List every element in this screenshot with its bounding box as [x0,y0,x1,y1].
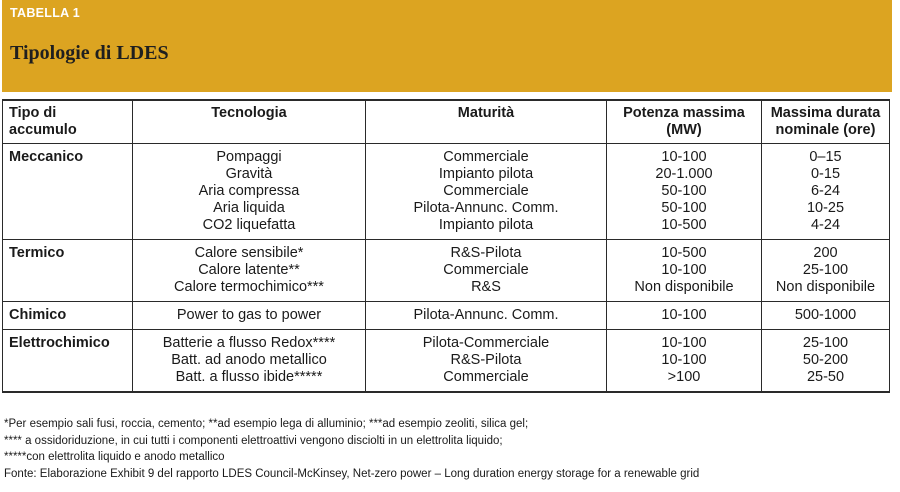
technology-cell: Pompaggi Gravità Aria compressa Aria liquida CO2 liquefatta [133,144,366,240]
footnote: **** a ossidoriduzione, in cui tutti i componenti elettroattivi vengono disciolti in un elettrolita liquido; [4,434,503,447]
header-technology: Tecnologia [133,100,366,144]
storage-type-cell: Elettrochimico [3,330,133,393]
power-cell: 10-100 20-1.000 50-100 50-100 10-500 [607,144,762,240]
footnotes [4,416,699,482]
table-row [3,302,890,330]
technology-cell: Power to gas to power [133,302,366,330]
power-cell: 10-100 [607,302,762,330]
header-storage-type: Tipo di accumulo [3,100,133,144]
footnote: *Per esempio sali fusi, roccia, cemento; **ad esempio lega di alluminio; ***ad esempio zeoliti, silica gel; [4,418,529,430]
table-row [3,240,890,302]
header-max-power: Potenza massima (MW) [607,100,762,144]
maturity-cell: Pilota-Commerciale R&S-Pilota Commerciale [366,330,607,393]
storage-type-cell: Chimico [3,302,133,330]
power-cell: 10-100 10-100 >100 [607,330,762,393]
duration-cell: 25-100 50-200 25-50 [762,330,890,393]
technology-cell: Calore sensibile* Calore latente** Calore termochimico*** [133,240,366,302]
table-row [3,144,890,240]
maturity-cell: R&S-Pilota Commerciale R&S [366,240,607,302]
header-max-duration: Massima durata nominale (ore) [762,100,890,144]
storage-type-cell: Meccanico [3,144,133,240]
duration-cell: 500-1000 [762,302,890,330]
ldes-table [2,99,890,393]
technology-cell: Batterie a flusso Redox**** Batt. ad anodo metallico Batt. a flusso ibide***** [133,330,366,393]
maturity-cell: Pilota-Annunc. Comm. [366,302,607,330]
maturity-cell: Commerciale Impianto pilota Commerciale Pilota-Annunc. Comm. Impianto pilota [366,144,607,240]
table-header-row [3,100,890,144]
table-banner [2,0,892,92]
duration-cell: 0–15 0-15 6-24 10-25 4-24 [762,144,890,240]
header-maturity: Maturità [366,100,607,144]
table-number-label: TABELLA 1 [10,6,81,20]
power-cell: 10-500 10-100 Non disponibile [607,240,762,302]
duration-cell: 200 25-100 Non disponibile [762,240,890,302]
footnote: *****con elettrolita liquido e anodo metallico [4,451,225,463]
source-note: Fonte: Elaborazione Exhibit 9 del rapporto LDES Council-McKinsey, Net-zero power – Long duration energy storage for a renewable grid [4,467,700,480]
table-title: Tipologie di LDES [10,42,169,64]
storage-type-cell: Termico [3,240,133,302]
table-row [3,330,890,393]
